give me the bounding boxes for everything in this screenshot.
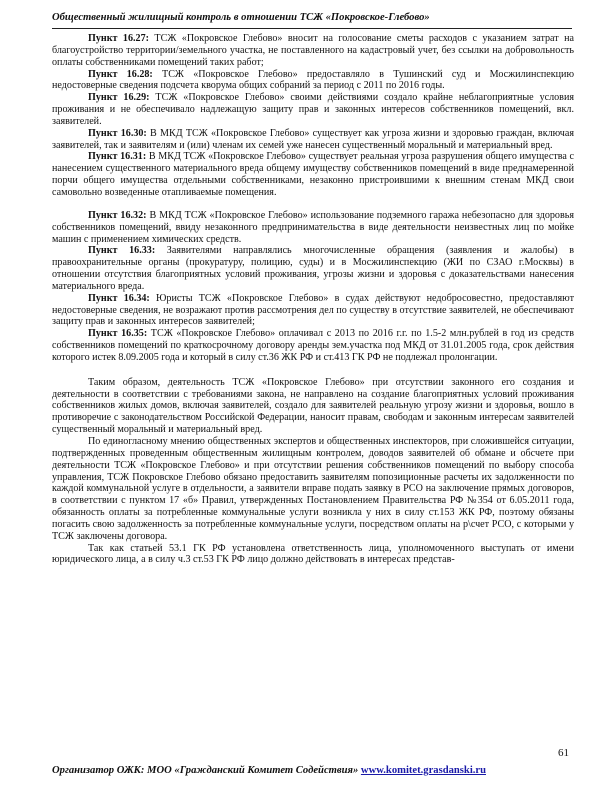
- item-text: ТСЖ «Покровское Глебово» вносит на голосование сметы расходов с указанием затрат на благоустройство территории/земельного участка, не поставленного на кадастровый учет, без ссылки на добровольность оплаты собственниками помещений таких работ;: [52, 33, 574, 68]
- paragraph-16-35: [52, 328, 574, 364]
- paragraph-16-27: [52, 33, 574, 69]
- paragraph-16-30: [52, 128, 574, 152]
- item-text: В МКД ТСЖ «Покровское Глебово» существует как угроза жизни и здоровью граждан, включая заявителей, так и заявителям и (или) членам их семей уже нанесен существенный моральный и материальный вред.: [52, 127, 574, 151]
- paragraph-16-31: [52, 151, 574, 198]
- page-number: 61: [558, 747, 569, 759]
- conclusion-paragraph-1: Таким образом, деятельность ТСЖ «Покровское Глебово» при отсутствии законного его создания и деятельности в соответствии с требованиями закона, не направлено на создание благоприятных условий проживания собственников жилых домов, включая заявителей, создало для заявителей реальную угрозу жизни и здоровья, вошло в противоречие с законодательством Российской Федерации, наносит правам, свободам и законным интересам заявителей существенный моральный и материальный вред.: [52, 376, 574, 436]
- conclusion-paragraph-2: По единогласному мнению общественных экспертов и общественных инспекторов, при сложившейся ситуации, подтвержденных проведенным общественным жилищным контролем, доводов заявителей об обмане и обсчете при деятельности ТСЖ «Покровское Глебово» и при отсутствии решения собственников помещений по выбору способа управления, ТСЖ Покровское Глебово обязано предоставить заявителям попозиционные расчеты их задолженности по каждой коммунальной услуге в отдельности, а заявители вправе подать заявку в РСО на заключение прямых договоров, в соответствии с пунктом 17 «б» Правил, утвержденных Постановлением Правительства РФ №354 от 6.05.2011 года, обязанность оплаты за потребленные коммунальные услуги возникла у них в силу ст.153 ЖК РФ, поэтому обязаны погасить свою задолженность за потребленные коммунальные услуги, посредством оплаты на р\счет РСО, с которыми у ТСЖ заключены договора.: [52, 436, 574, 542]
- paragraph-16-29: [52, 92, 574, 128]
- item-label: Пункт 16.31:: [88, 151, 147, 163]
- footer-organizer: Организатор ОЖК: МОО «Гражданский Комитет Содействия»: [52, 765, 359, 776]
- conclusion-paragraph-3: Так как статьей 53.1 ГК РФ установлена ответственность лица, уполномоченного выступать от имени юридического лица, а в силу ч.3 ст.53 ГК РФ лицо должно действовать в интересах представ-: [52, 542, 574, 566]
- paragraph-16-34: [52, 293, 574, 329]
- item-text: Заявителями направлялись многочисленные обращения (заявления и жалобы) в правоохранительные органы (прокуратуру, полицию, суды) и в Мосжилинспекцию (ЖИ по СЗАО г.Москвы) в отношении отсутствия благоприятных условий проживания, угрозы жизни и здоровья с доказательствами нанесения материального вреда.: [52, 245, 574, 292]
- item-label: Пункт 16.33:: [88, 245, 156, 257]
- item-label: Пункт 16.28:: [88, 68, 153, 80]
- item-label: Пункт 16.27:: [88, 33, 149, 44]
- item-text: ТСЖ «Покровское Глебово» своими действиями создало крайне неблагоприятные условия проживания и не обеспечивало надлежащую защиту прав и законных интересов собственников помещений, вкл. заявителей.: [52, 92, 574, 127]
- item-text: Юристы ТСЖ «Покровское Глебово» в судах действуют недобросовестно, предоставляют недостоверные сведения, не возражают против рассмотрения дел по существу в отсутствие заявителей, не обеспечивают защиту прав и законных интересов заявителей;: [52, 292, 574, 328]
- running-header: Общественный жилищный контроль в отношении ТСЖ «Покровское-Глебово»: [52, 12, 430, 23]
- page-footer: [52, 765, 572, 776]
- item-label: Пункт 16.34:: [88, 292, 150, 304]
- item-label: Пункт 16.35:: [88, 328, 148, 340]
- document-body: [52, 33, 574, 566]
- footer-website-link[interactable]: www.komitet.grasdanski.ru: [360, 765, 486, 776]
- item-label: Пункт 16.30:: [88, 127, 147, 139]
- paragraph-16-28: [52, 69, 574, 93]
- item-text: В МКД ТСЖ «Покровское Глебово» использование подземного гаража небезопасно для здоровья собственников помещений, ввиду незаконного предпринимательства в виде деятельности неизвестных лиц по мойке машин с применением химических средств.: [52, 209, 574, 245]
- paragraph-16-32: [52, 210, 574, 246]
- item-label: Пункт 16.29:: [88, 92, 150, 104]
- paragraph-16-33: [52, 245, 574, 292]
- item-text: В МКД ТСЖ «Покровское Глебово» существует реальная угроза разрушения общего имущества с нанесением существенного материального вреда общему имуществу собственников помещений в виде преднамеренной порчи общего имущества отдельными собственниками, незаконно пристроившими к внешним стенам МКД свои самовольно возведенные отапливаемые помещения.: [52, 151, 574, 198]
- item-text: ТСЖ «Покровское Глебово» предоставляло в Тушинский суд и Мосжилинспекцию недостоверные сведения подсчета кворума общих собраний за период с 2011 по 2016 годы.: [52, 68, 574, 92]
- item-text: ТСЖ «Покровское Глебово» оплачивал с 2013 по 2016 г.г. по 1.5-2 млн.рублей в год из средств собственников помещений по краткосрочному договору аренды зем.участка под МКД от 31.01.2005 года, срок действия которого истек 8.09.2005 года и который в силу ст.36 ЖК РФ и ст.413 ГК РФ не подлежал пролонгации.: [52, 328, 574, 363]
- item-label: Пункт 16.32:: [88, 209, 147, 221]
- header-divider: [52, 28, 572, 29]
